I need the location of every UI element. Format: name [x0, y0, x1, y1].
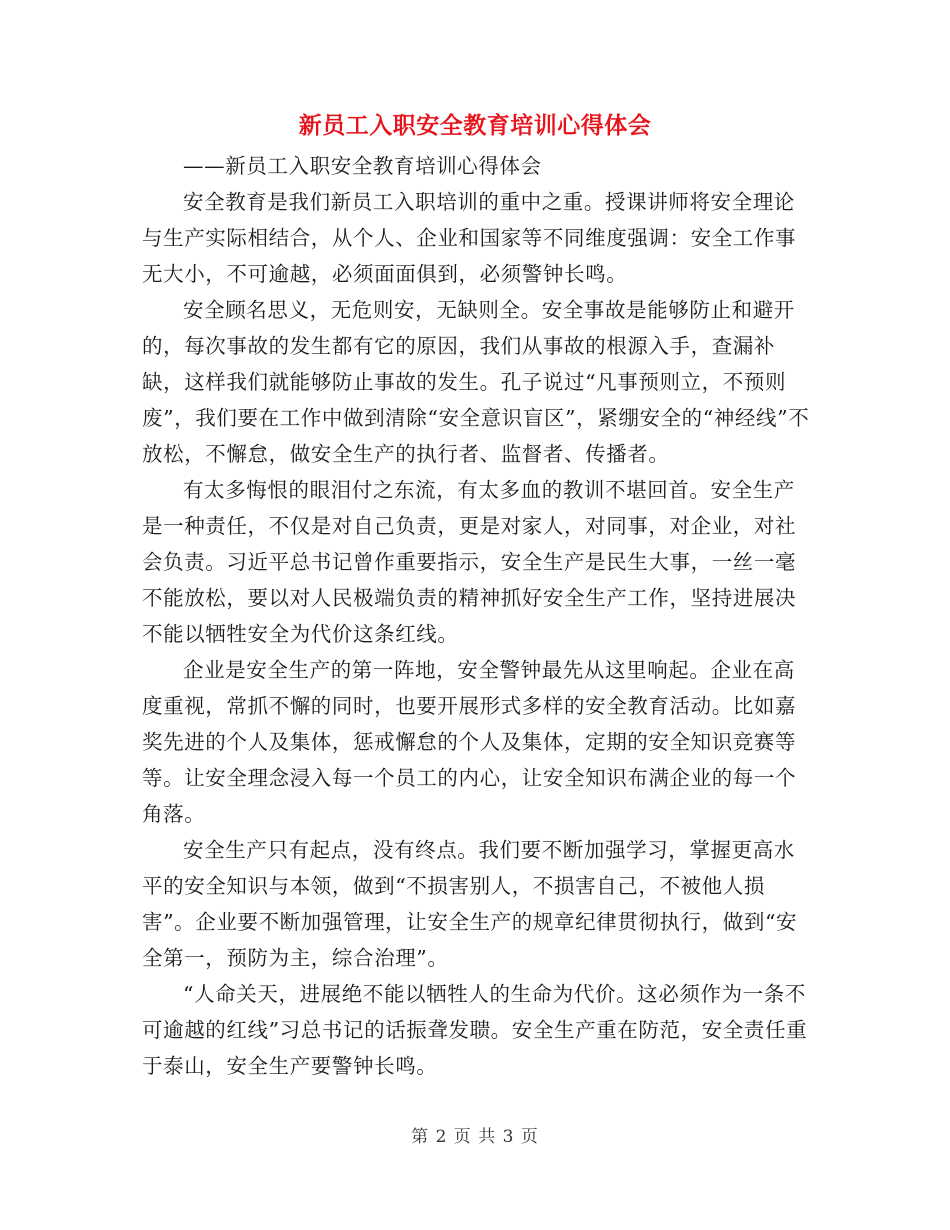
page-number-footer: 第 2 页 共 3 页	[411, 1127, 539, 1147]
paragraph-5: 安全生产只有起点，没有终点。我们要不断加强学习，掌握更高水平的安全知识与本领，做到“不损害别人，不损害自己，不被他人损害”。企业要不断加强管理，让安全生产的规章纪律贯彻执行，做到“安全第一，预防为主，综合治理”。	[142, 838, 798, 970]
document-title: 新员工入职安全教育培训心得体会	[298, 113, 652, 139]
paragraph-6: “人命关天，进展绝不能以牺牲人的生命为代价。这必须作为一条不可逾越的红线”习总书记的话振聋发聩。安全生产重在防范，安全责任重于泰山，安全生产要警钟长鸣。	[142, 982, 808, 1078]
paragraph-2: 安全顾名思义，无危则安，无缺则全。安全事故是能够防止和避开的，每次事故的发生都有它的原因，我们从事故的根源入手，查漏补缺，这样我们就能够防止事故的发生。孔子说过“凡事预则立，不预则废”，我们要在工作中做到清除“安全意识盲区”，紧绷安全的“神经线”不放松，不懈怠，做安全生产的执行者、监督者、传播者。	[142, 298, 810, 466]
subtitle: ——新员工入职安全教育培训心得体会	[183, 154, 542, 178]
document-body	[142, 148, 810, 1084]
paragraph-3: 有太多悔恨的眼泪付之东流，有太多血的教训不堪回首。安全生产是一种责任，不仅是对自己负责，更是对家人，对同事，对企业，对社会负责。习近平总书记曾作重要指示，安全生产是民生大事，一丝一毫不能放松，要以对人民极端负责的精神抓好安全生产工作，坚持进展决不能以牺牲安全为代价这条红线。	[142, 478, 797, 646]
paragraph-4: 企业是安全生产的第一阵地，安全警钟最先从这里响起。企业在高度重视，常抓不懈的同时，也要开展形式多样的安全教育活动。比如嘉奖先进的个人及集体，惩戒懈怠的个人及集体，定期的安全知识竞赛等等。让安全理念浸入每一个员工的内心，让安全知识布满企业的每一个角落。	[142, 658, 797, 826]
paragraph-1: 安全教育是我们新员工入职培训的重中之重。授课讲师将安全理论与生产实际相结合，从个人、企业和国家等不同维度强调：安全工作事无大小，不可逾越，必须面面俱到，必须警钟长鸣。	[142, 190, 797, 286]
